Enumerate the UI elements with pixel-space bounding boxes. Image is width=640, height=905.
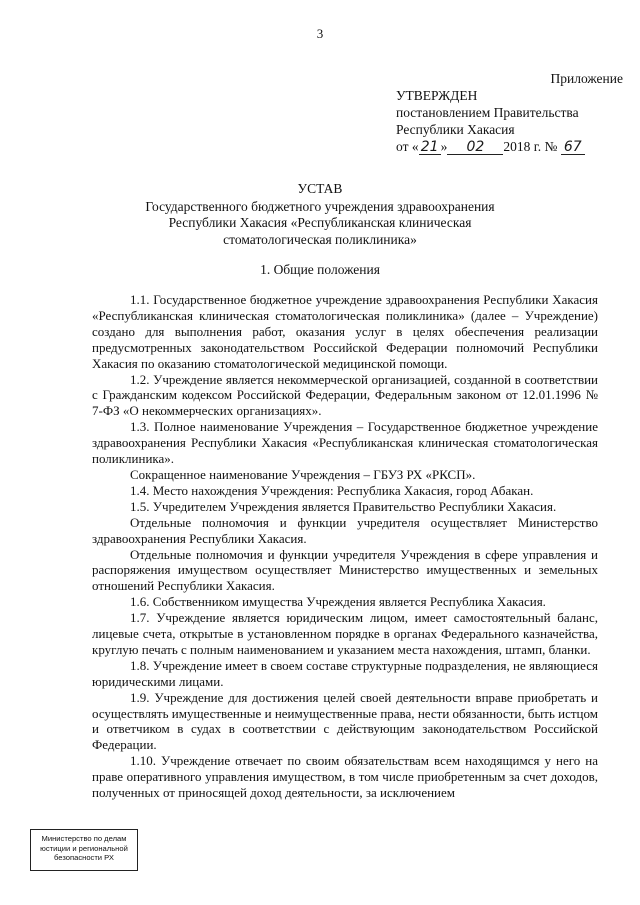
approved-label: УТВЕРЖДЕН: [396, 88, 478, 103]
paragraph-1-5: 1.5. Учредителем Учреждения является Правительство Республики Хакасия.: [130, 498, 557, 514]
approved-by-line-1: постановлением Правительства: [396, 105, 579, 120]
document-title: [100, 181, 540, 248]
handwritten-day: 21: [419, 141, 441, 155]
paragraph-founder-property: Отдельные полномочия и функции учредителя Учреждения в сфере управления и распоряжения имуществом осуществляет Министерство имущественных и земельных отношений Республики Хакасия.: [92, 546, 598, 594]
paragraph-1-8: 1.8. Учреждение имеет в своем составе структурные подразделения, не являющиеся юридическими лицами.: [92, 657, 598, 689]
title-line-2: Республики Хакасия «Республиканская клиническая: [168, 215, 472, 230]
paragraph-short-name: Сокращенное наименование Учреждения – ГБУЗ РХ «РКСП».: [130, 466, 476, 482]
approved-by-line-2: Республики Хакасия: [396, 122, 515, 137]
paragraph-1-4: 1.4. Место нахождения Учреждения: Республика Хакасия, город Абакан.: [130, 482, 534, 498]
stamp-line-3: безопасности РХ: [54, 853, 114, 862]
paragraph-1-6: 1.6. Собственником имущества Учреждения является Республика Хакасия.: [130, 594, 546, 610]
approval-block: [396, 70, 628, 155]
ministry-stamp: [30, 829, 138, 871]
title-line-3: стоматологическая поликлиника»: [223, 231, 417, 247]
paragraph-1-2: 1.2. Учреждение является некоммерческой организацией, созданной в соответствии с Гражданским кодексом Российской Федерации, Федеральным законом от 12.01.1996 № 7-ФЗ «О некоммерческих организациях».: [92, 371, 598, 419]
paragraph-1-1: 1.1. Государственное бюджетное учреждение здравоохранения Республики Хакасия «Республиканская клиническая стоматологическая поликлиника» (далее – Учреждение) создано для выполнения работ, оказания услуг в целях обеспечения реализации предусмотренных законодательством Российской Федерации полномочий Республики Хакасия по оказанию стоматологической медицинской помощи.: [92, 292, 598, 371]
year-and-number-label: 2018 г. №: [503, 139, 558, 154]
document-body: [92, 292, 598, 801]
section-heading: 1. Общие положения: [260, 262, 380, 277]
paragraph-1-7: 1.7. Учреждение является юридическим лицом, имеет самостоятельный баланс, лицевые счета, открытые в установленном порядке в органах Федерального казначейства, круглую печать с полным наименованием и указанием места нахождения, штамп, бланки.: [92, 610, 598, 657]
date-day-suffix: »: [440, 139, 448, 154]
appendix-label: Приложение: [550, 71, 623, 86]
handwritten-number: 67: [561, 141, 585, 155]
title-main: УСТАВ: [297, 181, 343, 196]
page-number: 3: [316, 26, 324, 41]
paragraph-1-9: 1.9. Учреждение для достижения целей своей деятельности вправе приобретать и осуществлять имущественные и неимущественные права, нести обязанности, быть истцом и ответчиком в судах в соответствии с действующим законодательством Российской Федерации.: [92, 689, 598, 753]
stamp-line-2: юстиции и региональной: [40, 843, 128, 853]
paragraph-1-10: 1.10. Учреждение отвечает по своим обязательствам всем находящимся у него на праве оперативного управления имуществом, в том числе приобретенным за счет доходов, полученных от приносящей доход деятельности, за исключением: [92, 753, 598, 801]
paragraph-1-3: 1.3. Полное наименование Учреждения – Государственное бюджетное учреждение здравоохранения Республики Хакасия «Республиканская клиническая стоматологическая поликлиника».: [92, 419, 598, 467]
approval-date-line: [396, 138, 628, 155]
paragraph-founder-health: Отдельные полномочия и функции учредителя осуществляет Министерство здравоохранения Республики Хакасия.: [92, 514, 598, 546]
stamp-line-1: Министерство по делам: [41, 834, 127, 843]
title-line-1: Государственного бюджетного учреждения здравоохранения: [145, 198, 495, 214]
date-prefix: от «: [396, 139, 419, 154]
handwritten-month: 02: [447, 141, 503, 155]
